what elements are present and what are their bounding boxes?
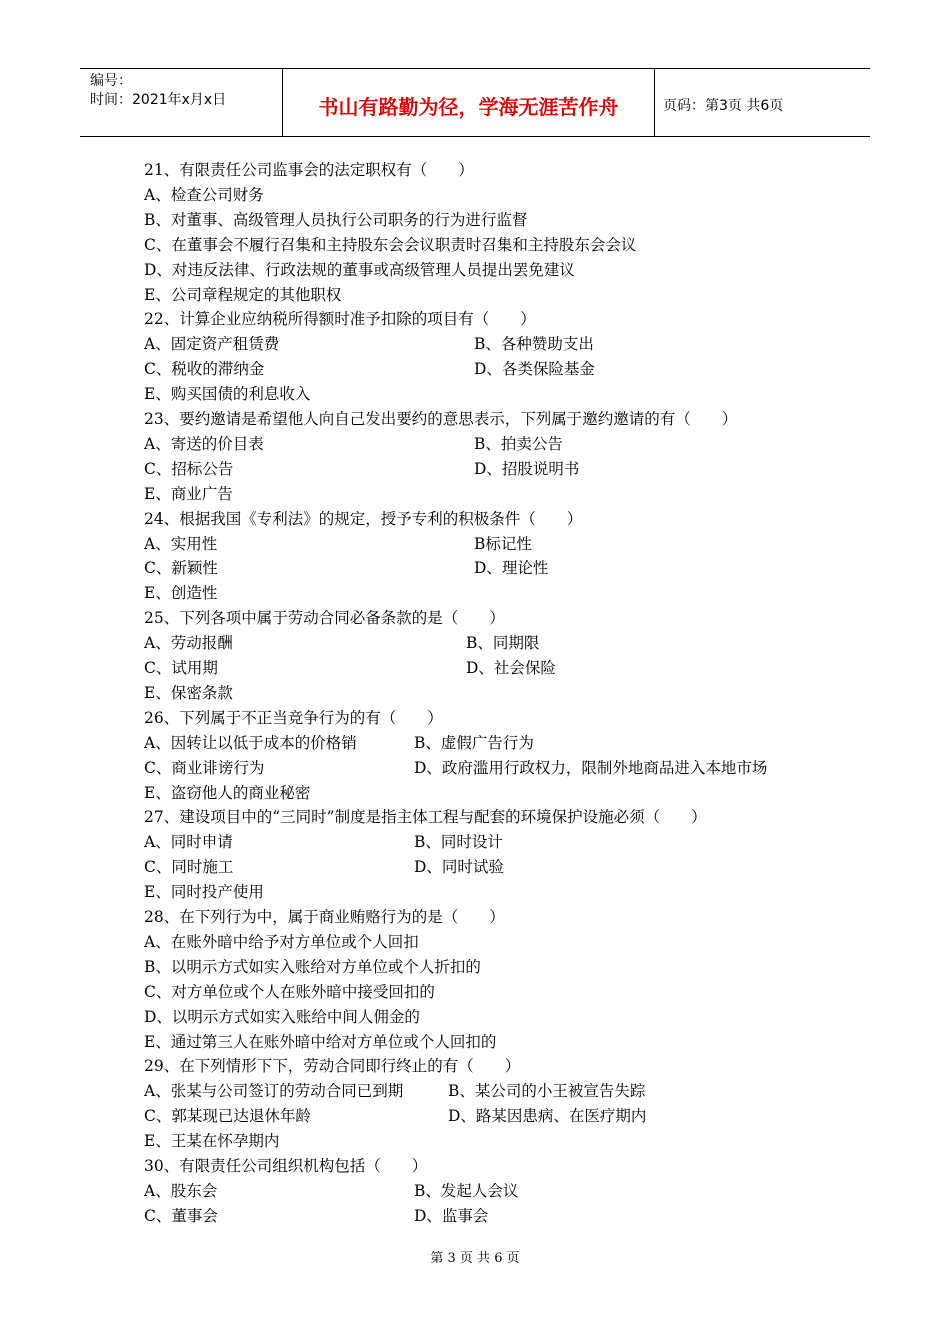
answer-option: E、公司章程规定的其他职权: [144, 285, 342, 304]
answer-option: C、董事会: [144, 1206, 218, 1225]
answer-option: D、政府滥用行政权力，限制外地商品进入本地市场: [414, 758, 768, 777]
answer-option: D、监事会: [414, 1206, 489, 1225]
answer-option: A、同时申请: [144, 833, 233, 852]
header-motto-cell: [283, 69, 655, 136]
answer-option: C、在董事会不履行召集和主持股东会会议职责时召集和主持股东会会议: [144, 235, 637, 254]
answer-option: C、对方单位或个人在账外暗中接受回扣的: [144, 982, 435, 1001]
answer-option: C、税收的滞纳金: [144, 360, 265, 379]
answer-option: D、路某因患病、在医疗期内: [448, 1107, 647, 1126]
answer-option: D、招股说明书: [474, 459, 580, 478]
answer-option: A、固定资产租赁费: [144, 335, 280, 354]
answer-option: B、对董事、高级管理人员执行公司职务的行为进行监督: [144, 210, 528, 229]
answer-option: D、以明示方式如实入账给中间人佣金的: [144, 1007, 420, 1026]
answer-option: A、张某与公司签订的劳动合同已到期: [144, 1082, 404, 1101]
answer-option: A、寄送的价目表: [144, 434, 264, 453]
question-stem: 27、建设项目中的“三同时”制度是指主体工程与配套的环境保护设施必须（ ）: [144, 808, 707, 827]
question-stem: 29、在下列情形下下，劳动合同即行终止的有（ ）: [144, 1057, 521, 1076]
answer-option: A、检查公司财务: [144, 185, 264, 204]
answer-option: B、同时设计: [414, 833, 503, 852]
answer-option: E、同时投产使用: [144, 883, 264, 902]
question-stem: 26、下列属于不正当竞争行为的有（ ）: [144, 708, 443, 727]
page-header: [80, 68, 870, 137]
header-page-cell: [655, 69, 870, 136]
motto: 书山有路勤为径，学海无涯苦作舟: [318, 95, 619, 119]
question-stem: 22、计算企业应纳税所得额时准予扣除的项目有（ ）: [144, 310, 536, 329]
answer-option: E、商业广告: [144, 484, 233, 503]
answer-option: B、虚假广告行为: [414, 733, 534, 752]
answer-option: C、招标公告: [144, 459, 234, 478]
answer-option: C、试用期: [144, 659, 218, 677]
question-stem: 21、有限责任公司监事会的法定职权有（ ）: [144, 161, 474, 179]
answer-option: E、保密条款: [144, 683, 233, 702]
question-stem: 28、在下列行为中，属于商业贿赂行为的是（ ）: [144, 908, 505, 926]
answer-option: D、社会保险: [466, 659, 556, 677]
answer-option: C、商业诽谤行为: [144, 758, 265, 777]
answer-option: B、以明示方式如实入账给对方单位或个人折扣的: [144, 957, 481, 976]
answer-option: D、各类保险基金: [474, 360, 595, 379]
answer-option: A、在账外暗中给予对方单位或个人回扣: [144, 932, 419, 951]
question-stem: 24、根据我国《专利法》的规定，授予专利的积极条件（ ）: [144, 509, 583, 528]
answer-option: E、创造性: [144, 584, 218, 603]
header-meta-cell: [80, 69, 283, 136]
document-number: 编号：: [90, 73, 132, 89]
document-time: 时间：2021年x月x日: [90, 92, 227, 108]
answer-option: A、实用性: [144, 534, 218, 553]
answer-option: B、各种赞助支出: [474, 335, 594, 354]
page-footer: 第 3 页 共 6 页: [430, 1251, 520, 1266]
answer-option: D、同时试验: [414, 858, 504, 877]
answer-option: E、盗窃他人的商业秘密: [144, 783, 311, 802]
answer-option: C、郭某现已达退休年龄: [144, 1107, 311, 1126]
answer-option: A、股东会: [144, 1181, 218, 1200]
answer-option: B、同期限: [466, 634, 540, 653]
answer-option: E、王某在怀孕期内: [144, 1132, 280, 1151]
answer-option: B、某公司的小王被宣告失踪: [448, 1082, 646, 1101]
answer-option: B、发起人会议: [414, 1181, 519, 1200]
question-stem: 25、下列各项中属于劳动合同必备条款的是（ ）: [144, 609, 505, 628]
question-stem: 23、要约邀请是希望他人向自己发出要约的意思表示，下列属于邀约邀请的有（ ）: [144, 410, 738, 428]
header-page-number: 页码：第3页 共6页: [663, 98, 784, 114]
answer-option: B标记性: [474, 534, 532, 553]
answer-option: C、同时施工: [144, 858, 234, 877]
answer-option: B、拍卖公告: [474, 434, 563, 453]
answer-option: E、通过第三人在账外暗中给对方单位或个人回扣的: [144, 1032, 497, 1051]
answer-option: C、新颖性: [144, 559, 218, 578]
answer-option: D、理论性: [474, 559, 549, 578]
answer-option: E、购买国债的利息收入: [144, 385, 311, 404]
answer-option: D、对违反法律、行政法规的董事或高级管理人员提出罢免建议: [144, 260, 575, 279]
answer-option: A、因转让以低于成本的价格销: [144, 733, 357, 752]
answer-option: A、劳动报酬: [144, 634, 233, 653]
question-stem: 30、有限责任公司组织机构包括（ ）: [144, 1157, 428, 1175]
